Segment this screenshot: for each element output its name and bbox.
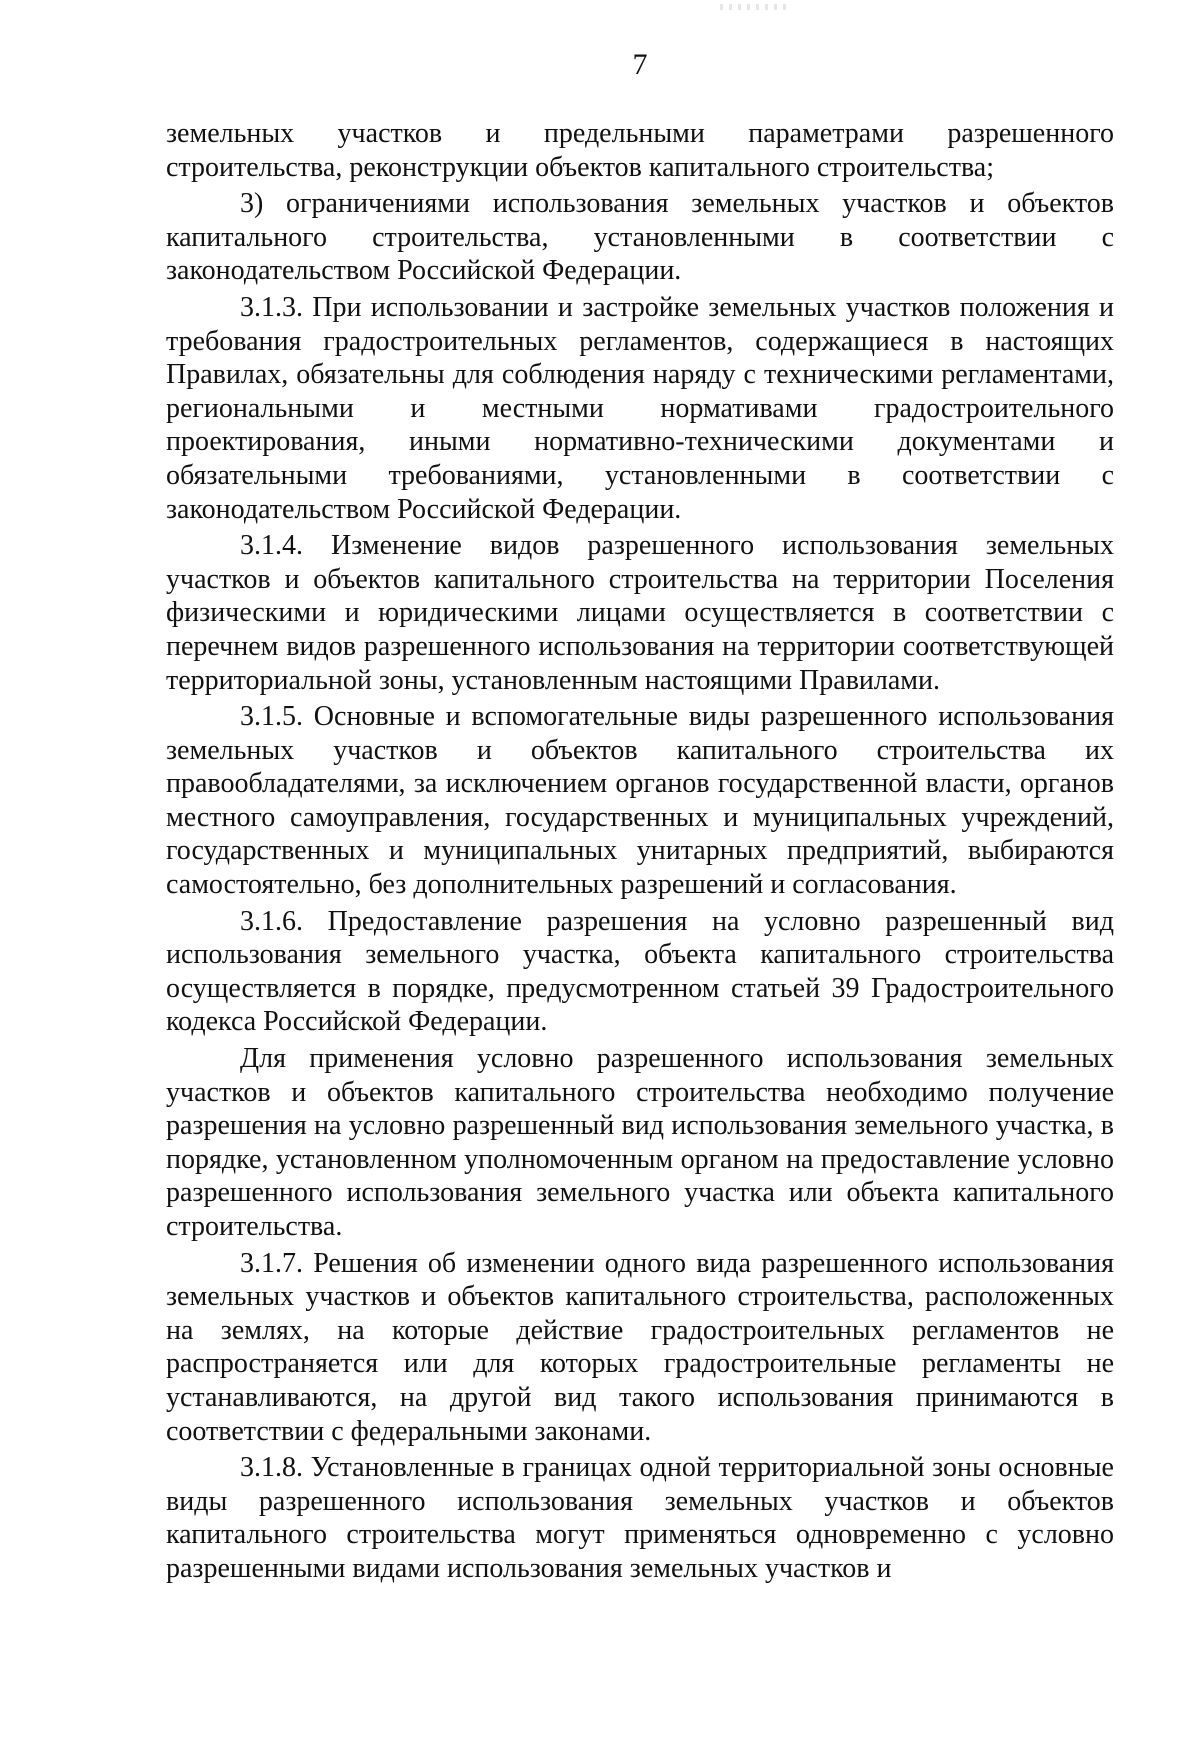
paragraph-3-1-4: 3.1.4. Изменение видов разрешенного использования земельных участков и объектов капитального строительства на территории Поселения физическими и юридическими лицами осуществляется в соответствии с перечнем видов разрешенного использования на территории соответствующей территориальной зоны, установленным настоящими Правилами. bbox=[166, 530, 1114, 696]
paragraph-item-3: 3) ограничениями использования земельных участков и объектов капитального строительства, установленными в соответствии с законодательством Российской Федерации. bbox=[166, 188, 1114, 287]
page-number: 7 bbox=[632, 48, 648, 81]
paragraph-3-1-5: 3.1.5. Основные и вспомогательные виды разрешенного использования земельных участков и объектов капитального строительства их правообладателями, за исключением органов государственной власти, органов местного самоуправления, государственных и муниципальных учреждений, государственных и муниципальных унитарных предприятий, выбираются самостоятельно, без дополнительных разрешений и согласования. bbox=[166, 701, 1114, 901]
paragraph-3-1-3: 3.1.3. При использовании и застройке земельных участков положения и требования градостроительных регламентов, содержащиеся в настоящих Правилах, обязательны для соблюдения наряду с техническими регламентами, региональными и местными нормативами градостроительного проектирования, иными нормативно-техническими документами и обязательными требованиями, установленными в соответствии с законодательством Российской Федерации. bbox=[166, 291, 1114, 525]
paragraph-conditional-use: Для применения условно разрешенного использования земельных участков и объектов капитального строительства необходимо получение разрешения на условно разрешенный вид использования земельного участка, в порядке, установленном уполномоченным органом на предоставление условно разрешенного использования земельного участка или объекта капитального строительства. bbox=[166, 1043, 1114, 1242]
paragraph-3-1-8: 3.1.8. Установленные в границах одной территориальной зоны основные виды разрешенного использования земельных участков и объектов капитального строительства могут применяться одновременно с условно разрешенными видами использования земельных участков и bbox=[166, 1452, 1114, 1584]
document-body bbox=[166, 117, 1114, 1586]
paragraph-3-1-7: 3.1.7. Решения об изменении одного вида разрешенного использования земельных участков и объектов капитального строительства, расположенных на землях, на которые действие градостроительных регламентов не распространяется или для которых градостроительные регламенты не устанавливаются, на другой вид такого использования принимаются в соответствии с федеральными законами. bbox=[166, 1247, 1114, 1447]
paragraph-continuation: земельных участков и предельными параметрами разрешенного строительства, реконструкции объектов капитального строительства; bbox=[166, 118, 1114, 183]
paragraph-3-1-6: 3.1.6. Предоставление разрешения на условно разрешенный вид использования земельного участка, объекта капитального строительства осуществляется в порядке, предусмотренном статьей 39 Градостроительного кодекса Российской Федерации. bbox=[166, 905, 1114, 1038]
scan-artifact bbox=[720, 4, 790, 10]
